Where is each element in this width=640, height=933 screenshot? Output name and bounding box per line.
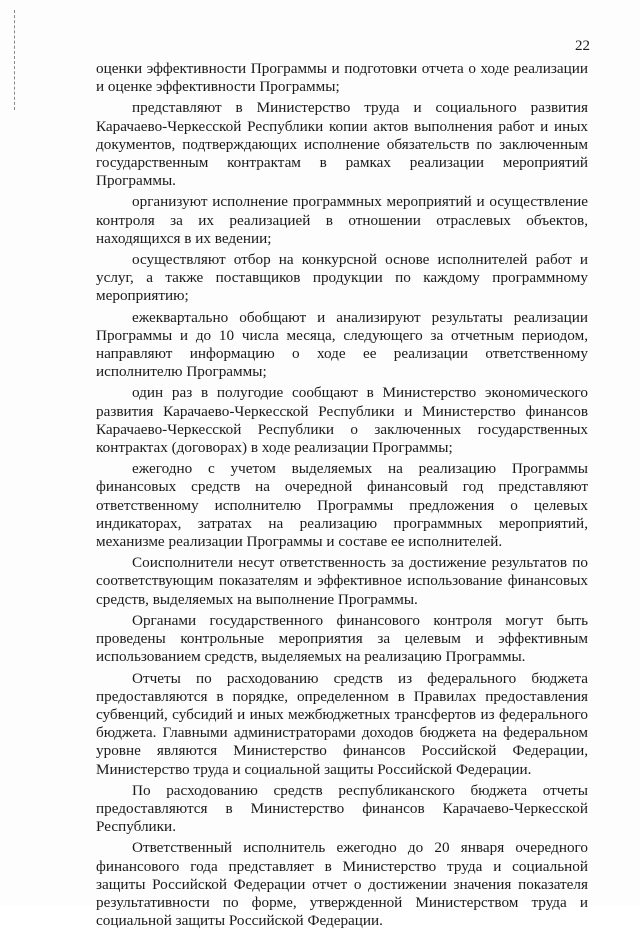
paragraph: Отчеты по расходованию средств из федерального бюджета предоставляются в порядке, определенном в Правилах предоставления субвенций, субсидий и иных межбюджетных трансфертов из федерального бюджета. Главными администраторами доходов бюджета на федеральном уровне являются Министерство финансов Российской Федерации, Министерство труда и социальной защиты Российской Федерации. [96, 669, 588, 778]
paragraph: представляют в Министерство труда и социального развития Карачаево-Черкесской Республики копии актов выполнения работ и иных документов, подтверждающих исполнение обязательств по заключенным государственным контрактам в рамках реализации мероприятий Программы. [96, 99, 588, 190]
paragraph: осуществляют отбор на конкурсной основе исполнителей работ и услуг, а также поставщиков продукции по каждому программному мероприятию; [96, 251, 588, 305]
page-number: 22 [575, 38, 590, 54]
paragraph: По расходованию средств республиканского бюджета отчеты предоставляются в Министерство финансов Карачаево-Черкесской Республики. [96, 781, 588, 836]
body-text [96, 60, 588, 933]
paragraph: Ответственный исполнитель ежегодно до 20 января очередного финансового года представляет в Министерство труда и социальной защиты Российской Федерации отчет о достижении значения показателя результативности по форме, утвержденной Министерством труда и социальной защиты Российской Федерации. [96, 839, 588, 930]
paragraph: организуют исполнение программных мероприятий и осуществление контроля за их реализацией в отношении отраслевых объектов, находящихся в их ведении; [96, 193, 588, 247]
paragraph: Органами государственного финансового контроля могут быть проведены контрольные мероприятия за целевым и эффективным использованием средств, выделяемых на реализацию Программы. [96, 611, 588, 666]
paragraph: ежегодно с учетом выделяемых на реализацию Программы финансовых средств на очередной финансовый год представляют ответственному исполнителю Программы предложения о целевых индикаторах, затратах на реализацию программных мероприятий, механизме реализации Программы и составе ее исполнителей. [96, 460, 588, 551]
paragraph: оценки эффективности Программы и подготовки отчета о ходе реализации и оценке эффективности Программы; [96, 60, 588, 96]
paragraph: один раз в полугодие сообщают в Министерство экономического развития Карачаево-Черкесской Республики и Министерство финансов Карачаево-Черкесской Республики о заключенных государственных контрактах (договорах) в ходе реализации Программы; [96, 384, 588, 457]
binding-margin-mark [14, 10, 17, 110]
paragraph: Соисполнители несут ответственность за достижение результатов по соответствующим показателям и эффективное использование финансовых средств, выделяемых на выполнение Программы. [96, 554, 588, 608]
paragraph: ежеквартально обобщают и анализируют результаты реализации Программы и до 10 числа месяца, следующего за отчетным периодом, направляют информацию о ходе ее реализации ответственному исполнителю Программы; [96, 308, 588, 381]
